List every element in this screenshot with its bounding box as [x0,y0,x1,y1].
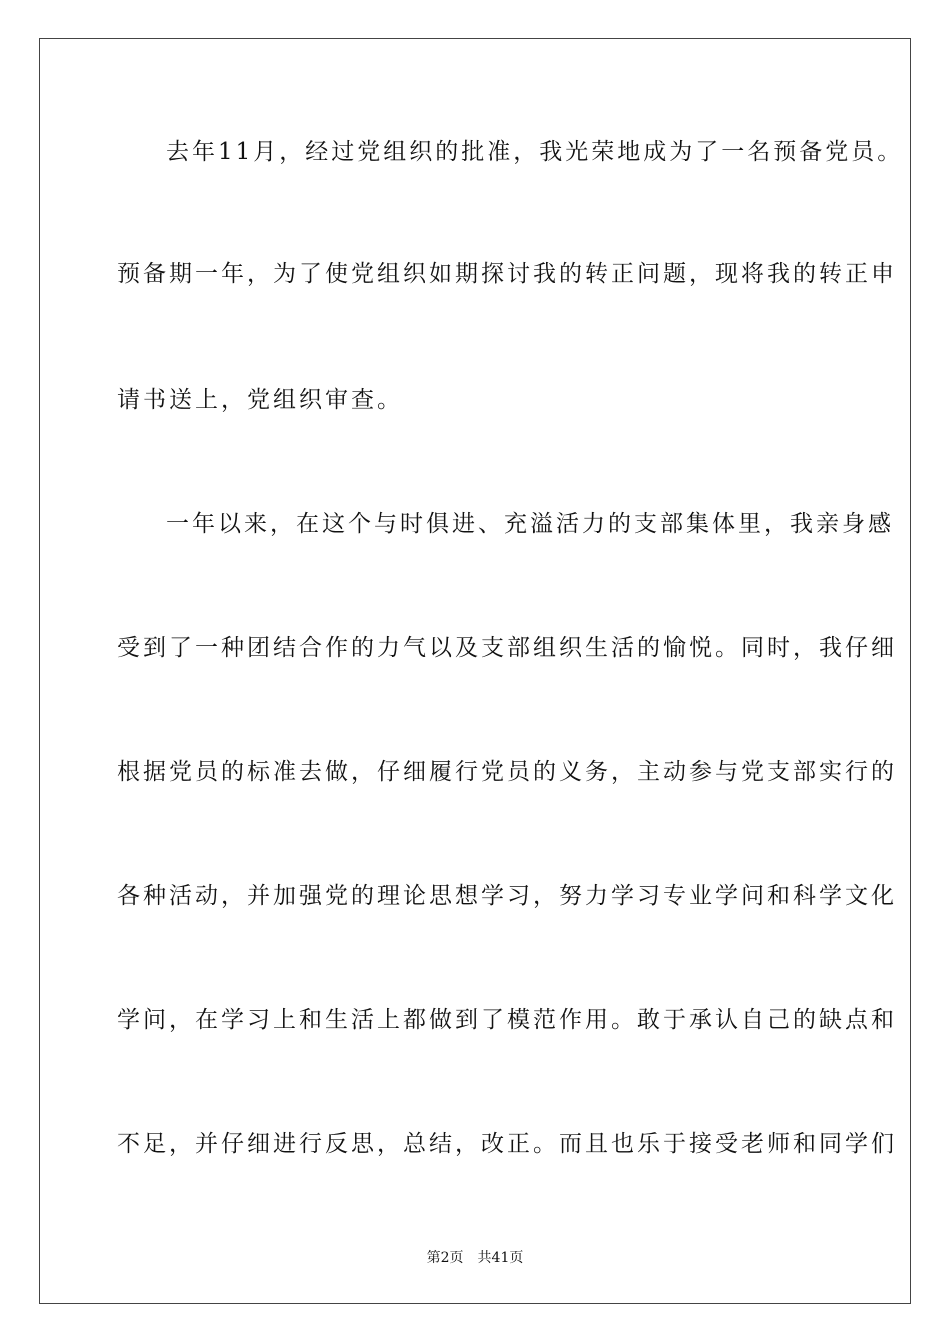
paragraph-line-2: 预备期一年，为了使党组织如期探讨我的转正问题，现将我的转正申 [117,261,897,287]
paragraph-line-4: 一年以来，在这个与时俱进、充溢活力的支部集体里，我亲身感 [166,511,894,537]
page-frame [39,38,911,1304]
paragraph-line-6: 根据党员的标准去做，仔细履行党员的义务，主动参与党支部实行的 [117,759,897,785]
paragraph-line-5: 受到了一种团结合作的力气以及支部组织生活的愉悦。同时，我仔细 [117,635,897,661]
page-footer [0,1247,950,1267]
paragraph-line-9: 不足，并仔细进行反思，总结，改正。而且也乐于接受老师和同学们 [117,1131,897,1157]
paragraph-line-3: 请书送上，党组织审查。 [117,387,403,413]
paragraph-line-7: 各种活动，并加强党的理论思想学习，努力学习专业学问和科学文化 [117,883,897,909]
paragraph-line-1: 去年11月，经过党组织的批准，我光荣地成为了一名预备党员。 [166,139,904,165]
page-number: 第2页 [426,1250,464,1266]
paragraph-line-8: 学问，在学习上和生活上都做到了模范作用。敢于承认自己的缺点和 [117,1007,897,1033]
page-total: 共41页 [477,1250,524,1266]
